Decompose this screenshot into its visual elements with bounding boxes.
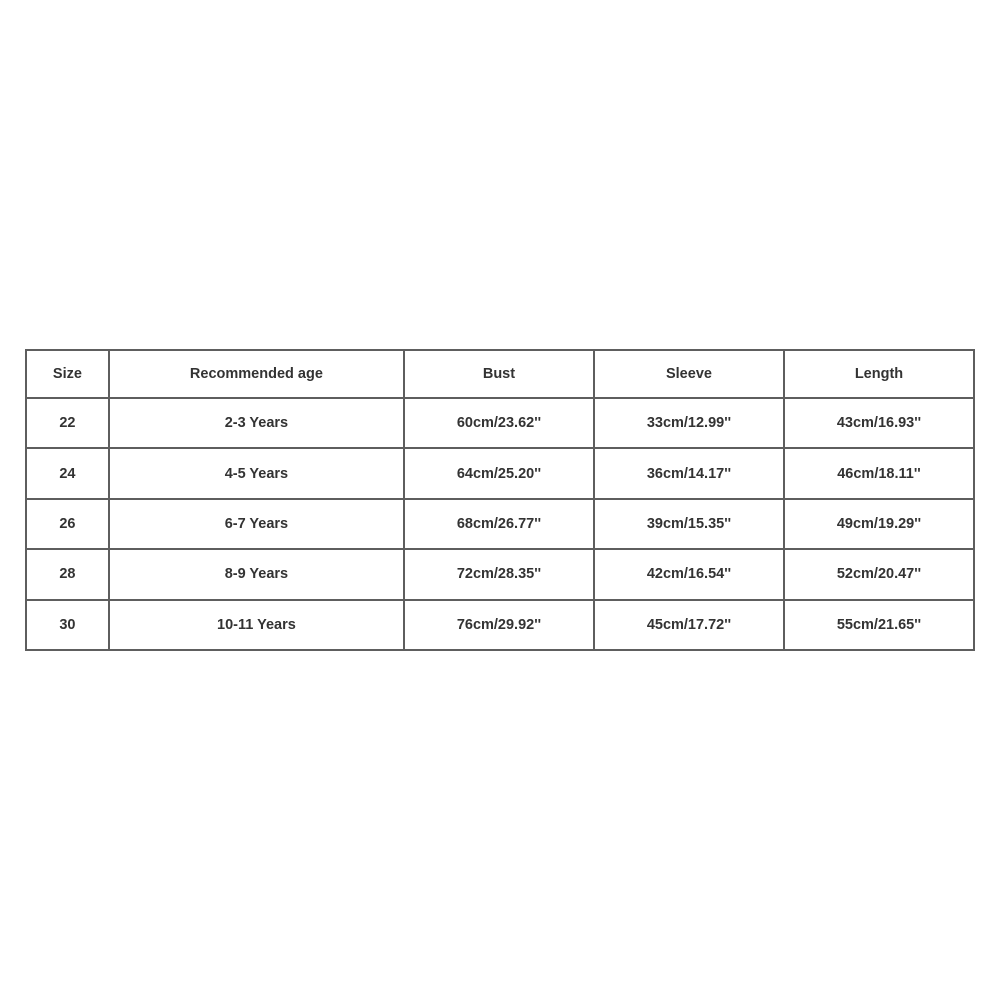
header-size: Size	[26, 350, 109, 398]
cell-length: 52cm/20.47''	[784, 549, 974, 599]
cell-sleeve: 45cm/17.72''	[594, 600, 784, 650]
cell-length: 55cm/21.65''	[784, 600, 974, 650]
cell-size: 28	[26, 549, 109, 599]
header-row	[26, 350, 974, 398]
cell-bust: 64cm/25.20''	[404, 448, 594, 498]
table-row	[26, 398, 974, 448]
cell-recommended-age: 6-7 Years	[109, 499, 404, 549]
table-row	[26, 448, 974, 498]
cell-bust: 68cm/26.77''	[404, 499, 594, 549]
table-row	[26, 549, 974, 599]
cell-length: 49cm/19.29''	[784, 499, 974, 549]
cell-bust: 76cm/29.92''	[404, 600, 594, 650]
header-sleeve: Sleeve	[594, 350, 784, 398]
cell-recommended-age: 8-9 Years	[109, 549, 404, 599]
cell-bust: 72cm/28.35''	[404, 549, 594, 599]
cell-recommended-age: 4-5 Years	[109, 448, 404, 498]
header-length: Length	[784, 350, 974, 398]
cell-bust: 60cm/23.62''	[404, 398, 594, 448]
header-recommended-age: Recommended age	[109, 350, 404, 398]
cell-sleeve: 33cm/12.99''	[594, 398, 784, 448]
cell-size: 22	[26, 398, 109, 448]
cell-sleeve: 42cm/16.54''	[594, 549, 784, 599]
cell-length: 43cm/16.93''	[784, 398, 974, 448]
cell-size: 26	[26, 499, 109, 549]
size-chart-table	[25, 349, 975, 651]
cell-length: 46cm/18.11''	[784, 448, 974, 498]
table-row	[26, 600, 974, 650]
cell-sleeve: 39cm/15.35''	[594, 499, 784, 549]
table-row	[26, 499, 974, 549]
cell-size: 24	[26, 448, 109, 498]
cell-sleeve: 36cm/14.17''	[594, 448, 784, 498]
header-bust: Bust	[404, 350, 594, 398]
cell-size: 30	[26, 600, 109, 650]
cell-recommended-age: 10-11 Years	[109, 600, 404, 650]
cell-recommended-age: 2-3 Years	[109, 398, 404, 448]
